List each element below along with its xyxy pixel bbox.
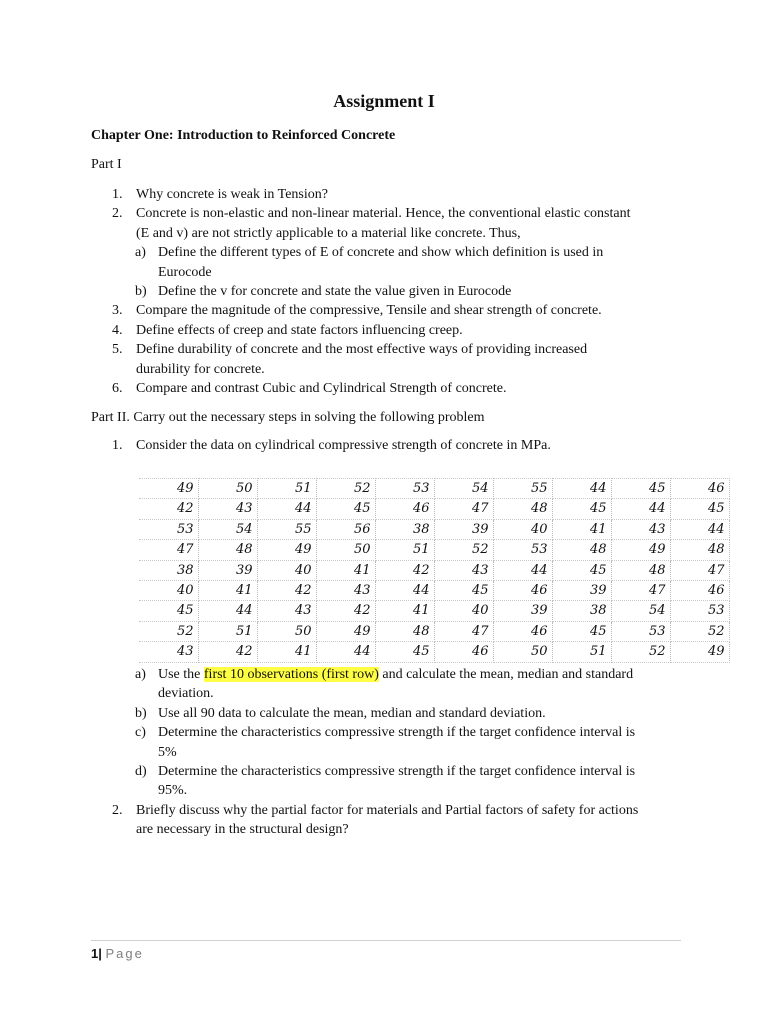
table-cell: 53 (611, 621, 670, 641)
table-cell: 40 (434, 601, 493, 621)
table-cell: 53 (493, 540, 552, 560)
table-cell: 53 (139, 519, 198, 539)
table-cell: 39 (198, 560, 257, 580)
table-cell: 50 (198, 479, 257, 499)
table-cell: 41 (257, 642, 316, 662)
table-cell: 44 (493, 560, 552, 580)
table-cell: 47 (434, 499, 493, 519)
sub-list-item-continuation: deviation. (158, 686, 214, 702)
table-cell: 49 (139, 479, 198, 499)
table-cell: 44 (316, 642, 375, 662)
table-cell: 44 (611, 499, 670, 519)
table-cell: 44 (375, 581, 434, 601)
sub-list-item-continuation: 5% (158, 744, 177, 760)
table-cell: 55 (493, 479, 552, 499)
table-cell: 49 (670, 642, 729, 662)
table-cell: 41 (552, 519, 611, 539)
page-number: 1 (91, 946, 99, 961)
table-cell: 50 (257, 621, 316, 641)
table-cell: 38 (552, 601, 611, 621)
table-cell: 46 (493, 621, 552, 641)
list-item: 2. Concrete is non-elastic and non-linear material. Hence, the conventional elastic constant (112, 206, 631, 222)
table-cell: 52 (316, 479, 375, 499)
table-row (139, 601, 729, 621)
sub-list-item-continuation: 95%. (158, 783, 188, 799)
table-cell: 42 (198, 642, 257, 662)
table-cell: 48 (670, 540, 729, 560)
table-cell: 47 (139, 540, 198, 560)
table-cell: 52 (670, 621, 729, 641)
table-cell: 48 (552, 540, 611, 560)
table-cell: 48 (493, 499, 552, 519)
table-cell: 51 (552, 642, 611, 662)
table-cell: 40 (257, 560, 316, 580)
table-cell: 45 (375, 642, 434, 662)
table-cell: 49 (316, 621, 375, 641)
table-row (139, 560, 729, 580)
list-item-continuation: (E and v) are not strictly applicable to a material like concrete. Thus, (136, 225, 521, 241)
table-cell: 43 (257, 601, 316, 621)
table-cell: 44 (257, 499, 316, 519)
sub-list-item-continuation: Eurocode (158, 264, 212, 280)
sub-list-item: b) Use all 90 data to calculate the mean, median and standard deviation. (135, 705, 546, 721)
sub-list-item: d) Determine the characteristics compressive strength if the target confidence interval is (135, 763, 636, 779)
table-cell: 48 (375, 621, 434, 641)
table-cell: 41 (198, 581, 257, 601)
highlighted-text: first 10 observations (first row) (203, 667, 379, 682)
list-item: 5. Define durability of concrete and the most effective ways of providing increased (112, 342, 588, 358)
table-row (139, 540, 729, 560)
table-cell: 46 (375, 499, 434, 519)
part2-sub-questions (0, 665, 768, 840)
table-cell: 43 (198, 499, 257, 519)
list-item: 6. Compare and contrast Cubic and Cylindrical Strength of concrete. (112, 380, 507, 396)
table-row (139, 581, 729, 601)
table-cell: 51 (257, 479, 316, 499)
table-cell: 49 (611, 540, 670, 560)
table-cell: 44 (670, 519, 729, 539)
footer-separator: | (98, 946, 102, 961)
table-cell: 43 (434, 560, 493, 580)
table-cell: 50 (316, 540, 375, 560)
table-cell: 45 (670, 499, 729, 519)
table-cell: 39 (493, 601, 552, 621)
table-cell: 45 (552, 560, 611, 580)
table-cell: 52 (434, 540, 493, 560)
table-cell: 42 (257, 581, 316, 601)
table-cell: 45 (611, 479, 670, 499)
table-cell: 51 (198, 621, 257, 641)
table-cell: 43 (139, 642, 198, 662)
table-cell: 43 (611, 519, 670, 539)
table-row (139, 499, 729, 519)
table-cell: 54 (198, 519, 257, 539)
footer-divider (91, 940, 681, 941)
list-item: 3. Compare the magnitude of the compressive, Tensile and shear strength of concrete. (112, 303, 602, 319)
table-cell: 47 (434, 621, 493, 641)
table-cell: 47 (611, 581, 670, 601)
sub-list-item: b) Define the v for concrete and state the value given in Eurocode (135, 283, 512, 299)
table-row (139, 519, 729, 539)
table-cell: 44 (198, 601, 257, 621)
table-cell: 42 (316, 601, 375, 621)
table-cell: 41 (316, 560, 375, 580)
table-cell: 41 (375, 601, 434, 621)
table-cell: 38 (375, 519, 434, 539)
table-cell: 54 (611, 601, 670, 621)
list-item-continuation: are necessary in the structural design? (136, 822, 349, 838)
page-footer (91, 944, 144, 963)
part1-heading: Part I (91, 157, 122, 172)
page-title: Assignment I (333, 91, 435, 111)
table-cell: 55 (257, 519, 316, 539)
table-cell: 56 (316, 519, 375, 539)
table-cell: 45 (552, 621, 611, 641)
sub-list-item: c) Determine the characteristics compressive strength if the target confidence interval is (135, 725, 636, 741)
list-item: 4. Define effects of creep and state factors influencing creep. (112, 322, 463, 338)
sub-list-item: a) Use the first 10 observations (first row) and calculate the mean, median and standard (135, 667, 634, 682)
table-cell: 38 (139, 560, 198, 580)
table-cell: 52 (611, 642, 670, 662)
table-cell: 44 (552, 479, 611, 499)
table-cell: 40 (493, 519, 552, 539)
table-cell: 53 (375, 479, 434, 499)
table-cell: 47 (670, 560, 729, 580)
table-cell: 46 (670, 581, 729, 601)
table-cell: 50 (493, 642, 552, 662)
table-cell: 45 (316, 499, 375, 519)
list-item: 2. Briefly discuss why the partial factor for materials and Partial factors of safety for actions (112, 802, 639, 818)
table-cell: 46 (670, 479, 729, 499)
table-row (139, 479, 729, 499)
table-cell: 53 (670, 601, 729, 621)
table-cell: 54 (434, 479, 493, 499)
table-cell: 46 (434, 642, 493, 662)
table-cell: 39 (552, 581, 611, 601)
table-cell: 51 (375, 540, 434, 560)
table-cell: 52 (139, 621, 198, 641)
part2-heading: Part II. Carry out the necessary steps in solving the following problem (91, 410, 485, 425)
part1-question-list (0, 185, 768, 398)
table-row (139, 642, 729, 662)
sub-list-item: a) Define the different types of E of concrete and show which definition is used in (135, 245, 604, 261)
chapter-heading: Chapter One: Introduction to Reinforced Concrete (91, 128, 396, 143)
table-cell: 45 (552, 499, 611, 519)
table-cell: 42 (375, 560, 434, 580)
list-item: 1. Consider the data on cylindrical compressive strength of concrete in MPa. (112, 438, 551, 453)
strength-data-table (139, 478, 730, 663)
list-item-continuation: durability for concrete. (136, 361, 265, 377)
table-row (139, 621, 729, 641)
table-cell: 39 (434, 519, 493, 539)
table-cell: 49 (257, 540, 316, 560)
table-cell: 45 (139, 601, 198, 621)
table-cell: 40 (139, 581, 198, 601)
table-cell: 48 (198, 540, 257, 560)
page-label: Page (105, 946, 144, 961)
table-cell: 48 (611, 560, 670, 580)
table-cell: 42 (139, 499, 198, 519)
table-cell: 46 (493, 581, 552, 601)
list-item: 1. Why concrete is weak in Tension? (112, 187, 328, 202)
table-cell: 45 (434, 581, 493, 601)
table-cell: 43 (316, 581, 375, 601)
part2-question-1 (0, 436, 768, 455)
